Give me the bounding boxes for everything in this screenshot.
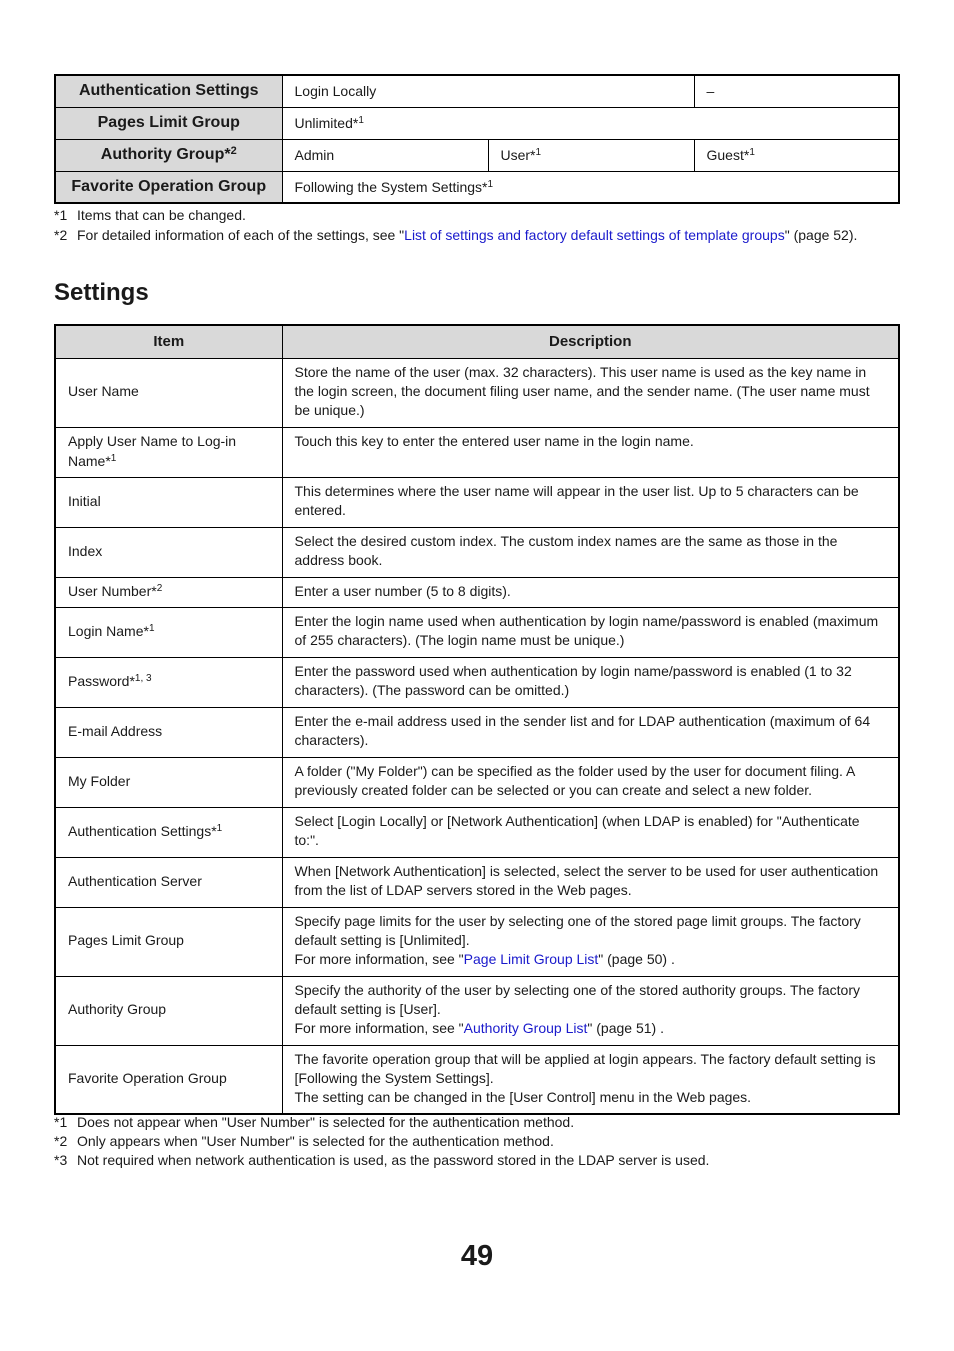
table-row xyxy=(55,1045,899,1114)
row-header: Authority Group*$^2$ xyxy=(55,139,282,171)
row-header: Pages Limit Group xyxy=(55,107,282,139)
template-settings-table xyxy=(54,74,900,204)
description-cell: Specify the authority of the user by selecting one of the stored authority groups. The factory default setting is [User]. For more information, see "Authority Group List" (page 51) . xyxy=(282,976,899,1045)
table-cell: – xyxy=(694,75,899,107)
table-cell: User*$^1$ xyxy=(488,139,694,171)
table-row xyxy=(55,857,899,907)
item-cell: My Folder xyxy=(55,757,282,807)
item-cell: Apply User Name to Log-in Name*$^1$ xyxy=(55,427,282,477)
description-cell: Select [Login Locally] or [Network Authentication] (when LDAP is enabled) for "Authenticate to:". xyxy=(282,807,899,857)
section-title: Settings xyxy=(54,279,149,306)
table-row xyxy=(55,527,899,577)
table-row xyxy=(55,807,899,857)
table-cell: Unlimited*$^1$ xyxy=(282,107,899,139)
table-row xyxy=(55,358,899,427)
table-cell: Login Locally xyxy=(282,75,694,107)
table-cell: Guest*$^1$ xyxy=(694,139,899,171)
description-cell: Enter the e-mail address used in the sender list and for LDAP authentication (maximum of 64 characters). xyxy=(282,707,899,757)
description-cell: Touch this key to enter the entered user name in the login name. xyxy=(282,427,899,477)
item-cell: Login Name*$^1$ xyxy=(55,607,282,657)
table-row xyxy=(55,907,899,976)
table-row xyxy=(55,976,899,1045)
authority-group-list-link[interactable]: Authority Group List xyxy=(463,1020,588,1037)
table-row xyxy=(55,657,899,707)
column-header-description: Description xyxy=(282,325,899,358)
table-row xyxy=(55,607,899,657)
item-cell: Authentication Settings*$^1$ xyxy=(55,807,282,857)
template-groups-link[interactable]: List of settings and factory default settings of template groups xyxy=(404,227,785,243)
table-row xyxy=(55,577,899,607)
description-cell: A folder ("My Folder") can be specified as the folder used by the user for document filing. A previously created folder can be selected or you can create and select a new folder. xyxy=(282,757,899,807)
table-row xyxy=(55,75,899,107)
row-header: Favorite Operation Group xyxy=(55,171,282,203)
settings-table xyxy=(54,324,900,1115)
description-cell: Specify page limits for the user by selecting one of the stored page limit groups. The factory default setting is [Unlimited]. For more information, see "Page Limit Group List" (page 50) . xyxy=(282,907,899,976)
description-cell: Enter a user number (5 to 8 digits). xyxy=(282,577,899,607)
item-cell: Index xyxy=(55,527,282,577)
table-row xyxy=(55,139,899,171)
page-number: 49 xyxy=(460,1240,494,1272)
row-header: Authentication Settings xyxy=(55,75,282,107)
description-cell: When [Network Authentication] is selected, select the server to be used for user authentication from the list of LDAP servers stored in the Web pages. xyxy=(282,857,899,907)
description-cell: This determines where the user name will appear in the user list. Up to 5 characters can be entered. xyxy=(282,477,899,527)
footnote: *1 Items that can be changed. xyxy=(54,207,246,223)
item-cell: User Name xyxy=(55,358,282,427)
table-cell: Following the System Settings*$^1$ xyxy=(282,171,899,203)
item-cell: Initial xyxy=(55,477,282,527)
table-row xyxy=(55,171,899,203)
item-cell: Authority Group xyxy=(55,976,282,1045)
table-cell: Admin xyxy=(282,139,488,171)
page-limit-group-list-link[interactable]: Page Limit Group List xyxy=(463,951,599,968)
column-header-item: Item xyxy=(55,325,282,358)
table-header-row xyxy=(55,325,899,358)
item-cell: E-mail Address xyxy=(55,707,282,757)
item-cell: Favorite Operation Group xyxy=(55,1045,282,1114)
footnote: *3 Not required when network authentication is used, as the password stored in the LDAP server is used. xyxy=(54,1152,710,1168)
item-cell: Authentication Server xyxy=(55,857,282,907)
footnote: *2 For detailed information of each of the settings, see "List of settings and factory default settings of template groups" (page 52). xyxy=(54,227,858,243)
description-cell: Store the name of the user (max. 32 characters). This user name is used as the key name in the login screen, the document filing user name, and the sender name. (The user name must be unique.) xyxy=(282,358,899,427)
bottom-footnotes xyxy=(54,1113,709,1170)
description-cell: Enter the login name used when authentication by login name/password is enabled (maximum of 255 characters). (The login name must be unique.) xyxy=(282,607,899,657)
top-footnotes xyxy=(54,205,857,245)
description-cell: The favorite operation group that will be applied at login appears. The factory default setting is [Following the System Settings]. The setting can be changed in the [User Control] menu in the Web pages. xyxy=(282,1045,899,1114)
item-cell: Pages Limit Group xyxy=(55,907,282,976)
item-cell: User Number*$^2$ xyxy=(55,577,282,607)
table-row xyxy=(55,757,899,807)
table-row xyxy=(55,427,899,477)
item-cell: Password*$^{1, 3}$ xyxy=(55,657,282,707)
footnote: *1 Does not appear when "User Number" is selected for the authentication method. xyxy=(54,1114,575,1130)
table-row xyxy=(55,477,899,527)
table-row xyxy=(55,107,899,139)
footnote: *2 Only appears when "User Number" is selected for the authentication method. xyxy=(54,1133,554,1149)
table-row xyxy=(55,707,899,757)
description-cell: Enter the password used when authentication by login name/password is enabled (1 to 32 characters). (The password can be omitted.) xyxy=(282,657,899,707)
description-cell: Select the desired custom index. The custom index names are the same as those in the address book. xyxy=(282,527,899,577)
